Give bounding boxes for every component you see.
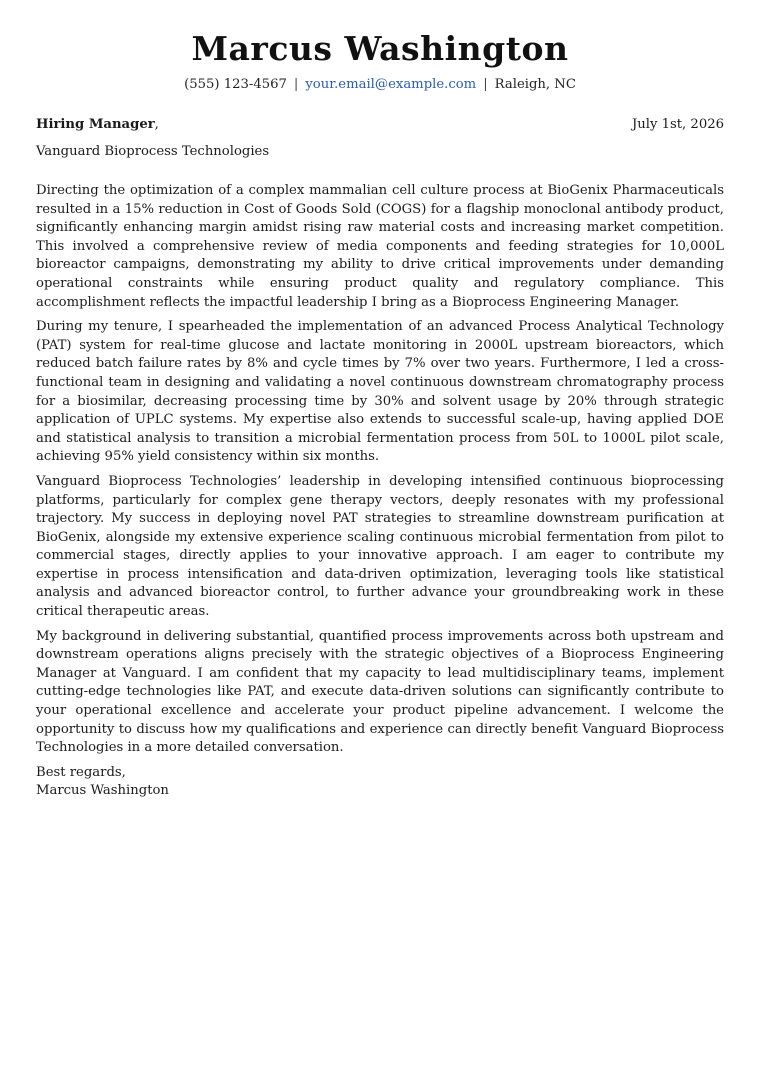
- body-paragraph: Vanguard Bioprocess Technologies’ leadership in developing intensified continuous bioprocessing platforms, particularly for complex gene therapy vectors, deeply resonates with my professional trajectory. My success in deploying novel PAT strategies to streamline downstream purification at BioGenix, alongside my extensive experience scaling continuous microbial fermentation from pilot to commercial stages, directly applies to your innovative approach. I am eager to contribute my expertise in process intensification and data-driven optimization, leveraging tools like statistical analysis and advanced bioreactor control, to further advance your groundbreaking work in these critical therapeutic areas.: [36, 473, 724, 620]
- location: Raleigh, NC: [494, 77, 576, 92]
- email-link[interactable]: your.email@example.com: [305, 77, 477, 92]
- salutation: [36, 116, 159, 134]
- letter-body: [36, 182, 724, 758]
- letter-closing: [36, 764, 724, 801]
- recipient-name: Hiring Manager: [36, 117, 155, 132]
- body-paragraph: During my tenure, I spearheaded the implementation of an advanced Process Analytical Technology (PAT) system for real-time glucose and lactate monitoring in 2000L upstream bioreactors, which reduced batch failure rates by 8% and cycle times by 7% over two years. Furthermore, I led a cross-functional team in designing and validating a novel continuous downstream chromatography process for a biosimilar, decreasing processing time by 30% and solvent usage by 20% through strategic application of UPLC systems. My expertise also extends to successful scale-up, having applied DOE and statistical analysis to transition a microbial fermentation process from 50L to 1000L pilot scale, achieving 95% yield consistency within six months.: [36, 319, 724, 465]
- letter-date: July 1st, 2026: [631, 117, 724, 132]
- signature-name: Marcus Washington: [36, 783, 169, 799]
- body-paragraph: Directing the optimization of a complex mammalian cell culture process at BioGenix Pharmaceuticals resulted in a 15% reduction in Cost of Goods Sold (COGS) for a flagship monoclonal antibody product, significantly enhancing margin amidst rising raw material costs and increasing market competition. This involved a comprehensive review of media components and feeding strategies for 10,000L bioreactor campaigns, demonstrating my ability to drive critical improvements under demanding operational constraints while ensuring product quality and regulatory compliance. This accomplishment reflects the impactful leadership I bring as a Bioprocess Engineering Manager.: [36, 183, 724, 310]
- contact-separator: |: [293, 77, 299, 92]
- applicant-name: Marcus Washington: [191, 29, 569, 68]
- salutation-punctuation: ,: [154, 117, 159, 132]
- contact-line: [36, 76, 724, 94]
- body-paragraph: My background in delivering substantial, quantified process improvements across both upstream and downstream operations aligns precisely with the strategic objectives of a Bioprocess Engineering Manager at Vanguard. I am confident that my capacity to lead multidisciplinary teams, implement cutting-edge technologies like PAT, and execute data-driven solutions can significantly contribute to your operational excellence and accelerate your product pipeline advancement. I welcome the opportunity to discuss how my qualifications and experience can directly benefit Vanguard Bioprocess Technologies in a more detailed conversation.: [36, 628, 724, 756]
- contact-separator: |: [483, 77, 488, 92]
- phone-number: (555) 123-4567: [184, 77, 287, 92]
- valediction: Best regards,: [36, 764, 126, 780]
- recipient-company: Vanguard Bioprocess Technologies: [36, 144, 270, 159]
- salutation-date-row: [36, 116, 724, 134]
